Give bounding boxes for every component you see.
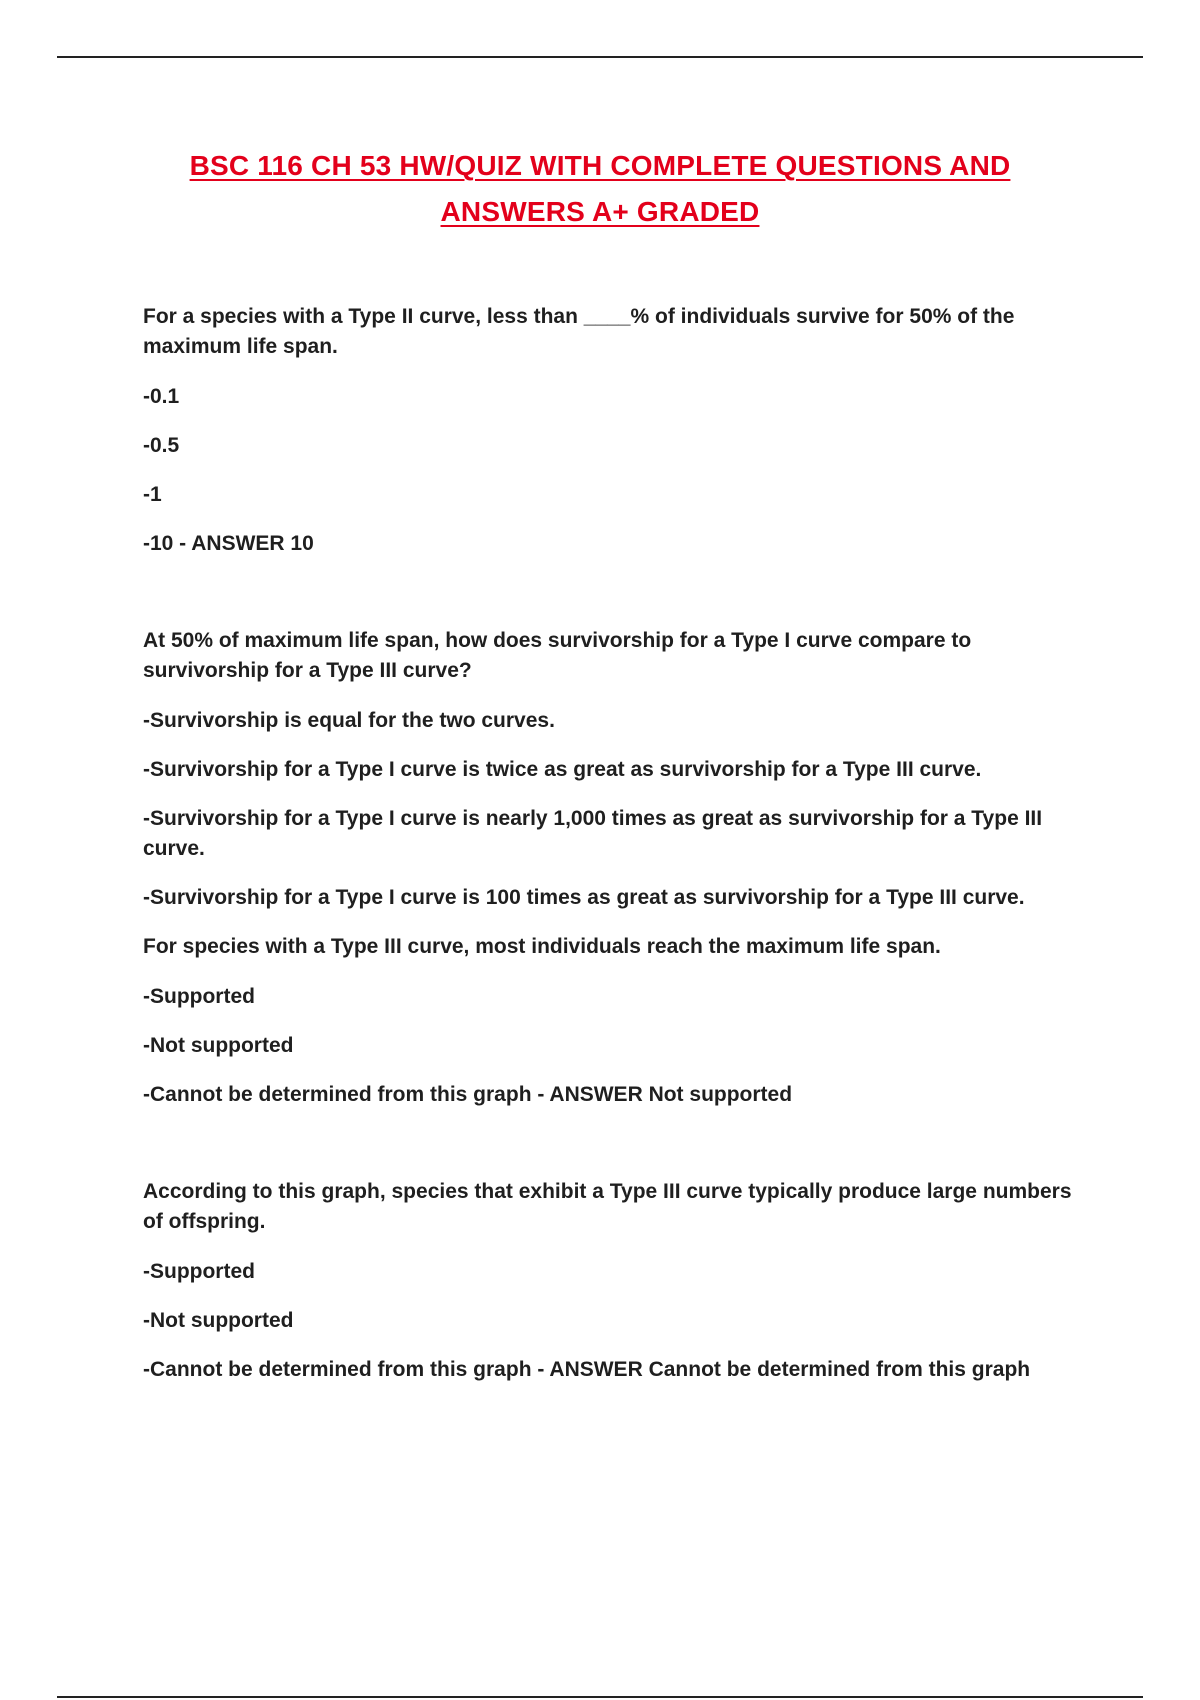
top-rule — [57, 56, 1143, 58]
spacer — [143, 1129, 1093, 1177]
answer-option: -Not supported — [143, 1309, 294, 1332]
answer-option: -0.1 — [143, 385, 180, 408]
answer-option: -Cannot be determined from this graph - ANSWER Cannot be determined from this graph — [143, 1358, 1031, 1381]
question-text: For species with a Type III curve, most individuals reach the maximum life span. — [143, 935, 941, 958]
bottom-rule — [57, 1696, 1143, 1698]
document-title — [100, 143, 1100, 235]
answer-option: -1 — [143, 483, 162, 506]
question-text: For a species with a Type II curve, less than ____% of individuals survive for 50% of the maximum life span. — [143, 305, 1015, 358]
answer-option: -0.5 — [143, 434, 180, 457]
question-block-3 — [143, 932, 1093, 1110]
answer-option: -Survivorship is equal for the two curves. — [143, 709, 555, 732]
answer-option: -Not supported — [143, 1034, 294, 1057]
answer-option: -10 - ANSWER 10 — [143, 532, 314, 555]
answer-option: -Supported — [143, 985, 255, 1008]
document-body — [143, 302, 1093, 1404]
answer-option: -Supported — [143, 1260, 255, 1283]
answer-option: -Cannot be determined from this graph - ANSWER Not supported — [143, 1083, 793, 1106]
question-block-4 — [143, 1177, 1093, 1385]
answer-option: -Survivorship for a Type I curve is 100 times as great as survivorship for a Type III curve. — [143, 886, 1025, 909]
question-text: According to this graph, species that exhibit a Type III curve typically produce large numbers of offspring. — [143, 1180, 1072, 1233]
question-text: At 50% of maximum life span, how does survivorship for a Type I curve compare to survivorship for a Type III curve? — [143, 629, 972, 682]
answer-option: -Survivorship for a Type I curve is twice as great as survivorship for a Type III curve. — [143, 758, 982, 781]
question-block-2 — [143, 626, 1093, 913]
question-block-1 — [143, 302, 1093, 559]
title-line-1: BSC 116 CH 53 HW/QUIZ WITH COMPLETE QUESTIONS AND — [189, 150, 1011, 181]
title-line-2: ANSWERS A+ GRADED — [440, 196, 760, 227]
spacer — [143, 578, 1093, 626]
answer-option: -Survivorship for a Type I curve is nearly 1,000 times as great as survivorship for a Type III curve. — [143, 807, 1043, 860]
